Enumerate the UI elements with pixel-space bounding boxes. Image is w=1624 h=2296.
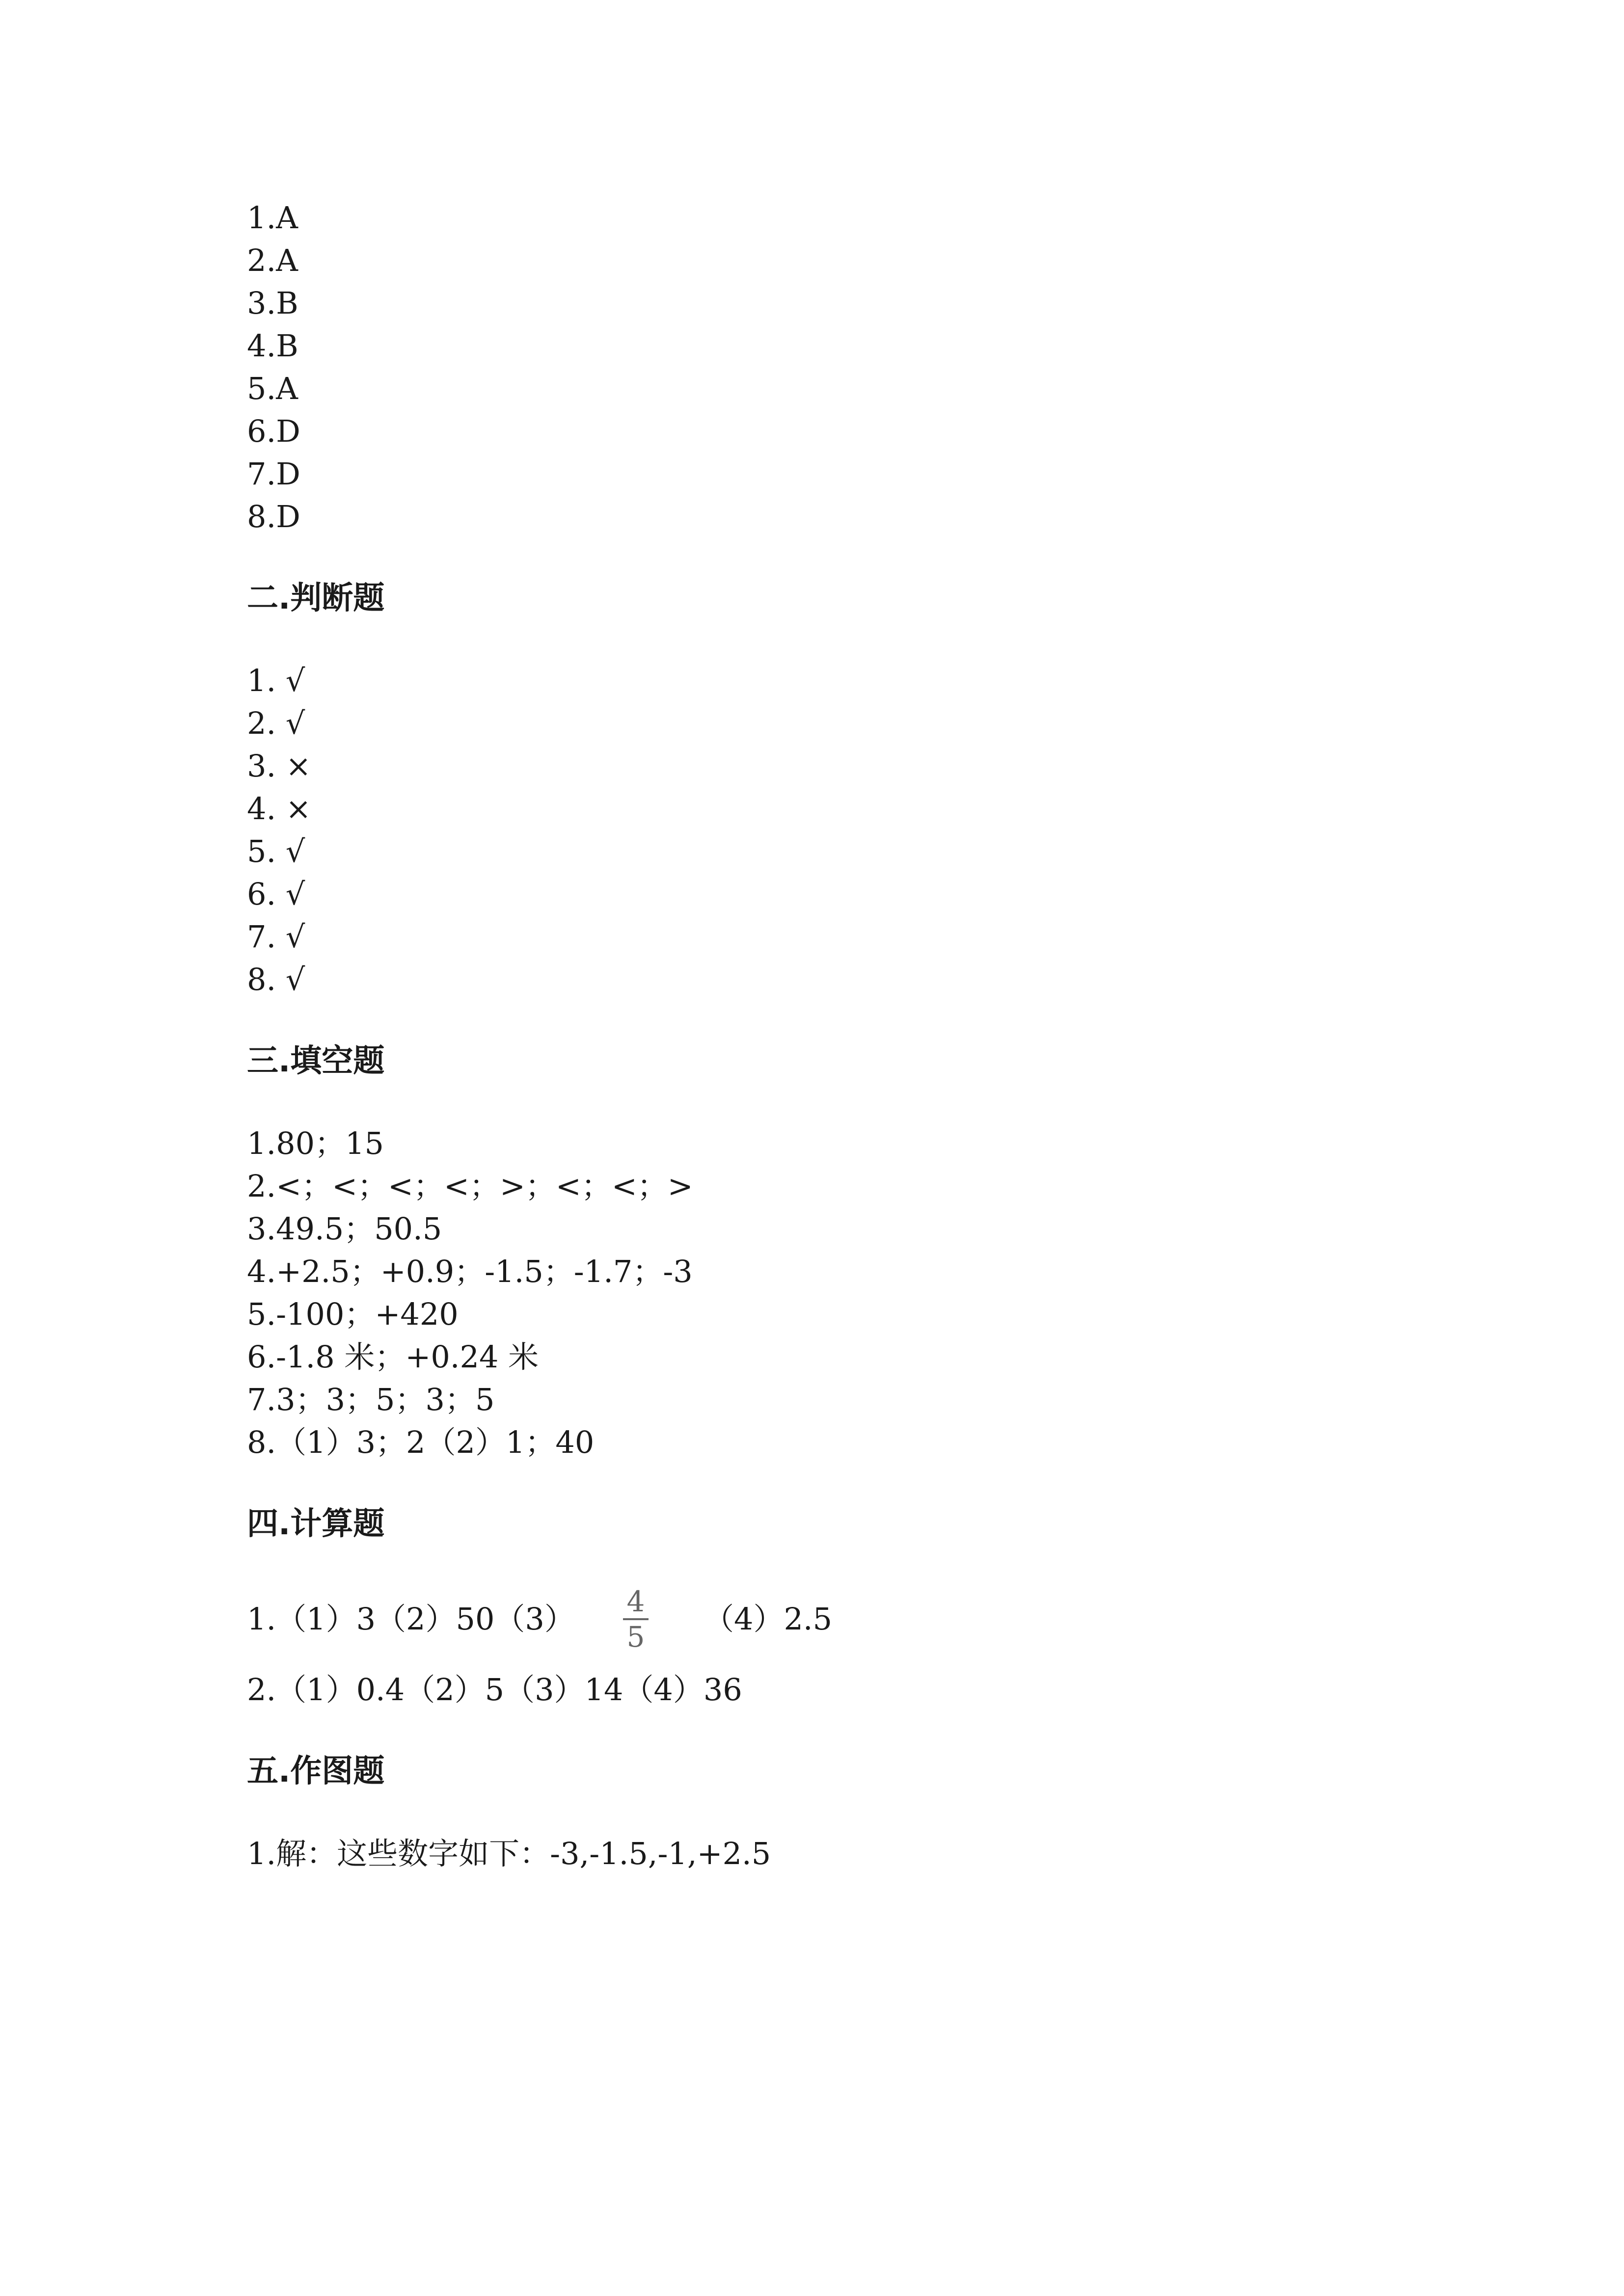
answer-line: 6.-1.8 米；+0.24 米 — [247, 1339, 539, 1375]
answer-line: 2. √ — [247, 705, 305, 741]
answer-line: 4.+2.5；+0.9；-1.5；-1.7；-3 — [247, 1254, 693, 1289]
answer-line: 5.-100；+420 — [247, 1296, 459, 1332]
section-heading-drawing: 五.作图题 — [247, 1753, 385, 1789]
answer-line: 4.B — [247, 328, 298, 364]
answer-line: 6.D — [247, 413, 300, 449]
calc-1-prefix: 1.（1）3（2）50（3） — [247, 1601, 575, 1637]
calc-1-suffix: （4）2.5 — [704, 1601, 833, 1637]
answer-line: 7.D — [247, 456, 300, 492]
fraction — [621, 1586, 650, 1653]
calculation-answer-1 — [247, 1580, 1425, 1658]
answer-line: 7. √ — [247, 919, 305, 955]
answer-line: 6. √ — [247, 876, 305, 912]
answer-line: 1. √ — [247, 663, 305, 698]
choice-answers — [247, 196, 1425, 538]
answer-line: 3.49.5；50.5 — [247, 1211, 442, 1247]
answer-line: 1.80；15 — [247, 1125, 384, 1161]
answer-line: 8.D — [247, 499, 300, 534]
drawing-answer-1: 1.解：这些数字如下：-3,-1.5,-1,+2.5 — [247, 1836, 771, 1871]
answer-line: 3.B — [247, 285, 298, 321]
calculation-answer-2: 2.（1）0.4（2）5（3）14（4）36 — [247, 1672, 742, 1708]
judgement-answers — [247, 659, 1425, 1001]
section-heading-fill-blank: 三.填空题 — [247, 1043, 385, 1079]
answer-line: 2.<；<；<；<；>；<；<；> — [247, 1168, 693, 1204]
answer-line: 8.（1）3；2（2）1；40 — [247, 1424, 595, 1460]
answer-line: 2.A — [247, 242, 298, 278]
answer-line: 7.3；3；5；3；5 — [247, 1382, 495, 1417]
section-heading-judgement: 二.判断题 — [247, 580, 385, 616]
answer-content — [247, 196, 1425, 1875]
answer-line: 5. √ — [247, 833, 305, 869]
fill-blank-answers — [247, 1122, 1425, 1464]
section-heading-calculation: 四.计算题 — [247, 1506, 385, 1542]
answer-line: 4. × — [247, 791, 311, 827]
fraction-denominator: 5 — [626, 1620, 645, 1654]
answer-line: 8. √ — [247, 961, 305, 997]
answer-line: 5.A — [247, 371, 298, 406]
answer-line: 1.A — [247, 200, 298, 236]
answer-line: 3. × — [247, 748, 311, 784]
fraction-numerator: 4 — [626, 1585, 645, 1618]
